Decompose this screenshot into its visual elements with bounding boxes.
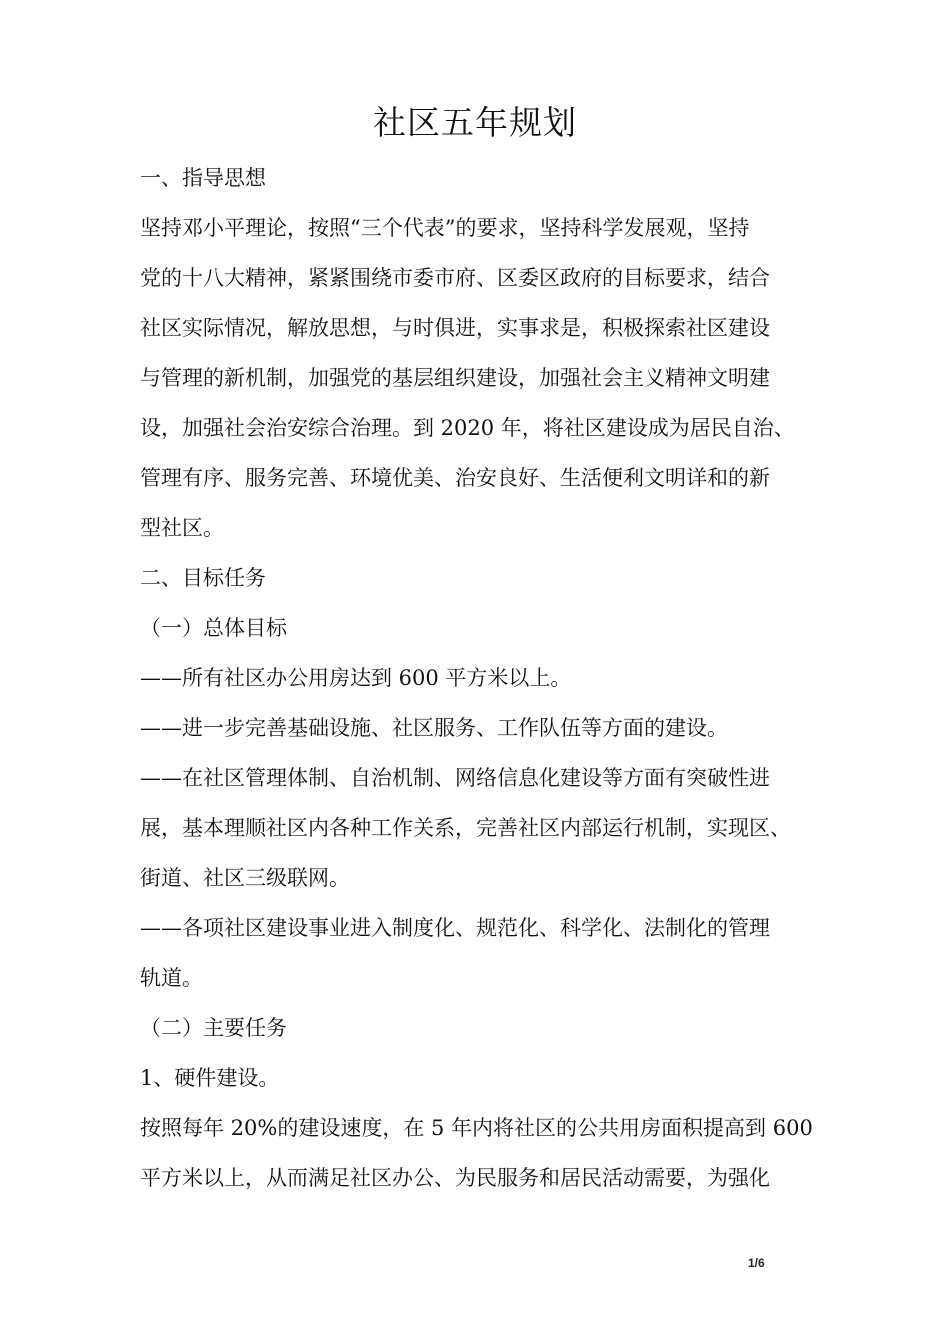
section-heading-goals-tasks: 二、目标任务 xyxy=(140,566,266,590)
goal-item-line: ——所有社区办公用房达到 600 平方米以上。 xyxy=(140,666,572,690)
goal-item-line: ——各项社区建设事业进入制度化、规范化、科学化、法制化的管理 xyxy=(140,916,770,940)
paragraph-line: 型社区。 xyxy=(140,516,224,540)
goal-item-line: 展，基本理顺社区内各种工作关系，完善社区内部运行机制，实现区、 xyxy=(140,816,791,840)
goal-item-line: 街道、社区三级联网。 xyxy=(140,866,350,890)
paragraph-line: 按照每年 20%的建设速度，在 5 年内将社区的公共用房面积提高到 600 xyxy=(140,1116,813,1140)
goal-item-line: ——进一步完善基础设施、社区服务、工作队伍等方面的建设。 xyxy=(140,716,728,740)
paragraph-line: 党的十八大精神，紧紧围绕市委市府、区委区政府的目标要求，结合 xyxy=(140,266,770,290)
task-heading-hardware: 1、硬件建设。 xyxy=(140,1066,280,1090)
document-body xyxy=(140,153,830,1203)
subsection-heading-main-tasks: （二）主要任务 xyxy=(140,1016,287,1040)
page-number: 1/6 xyxy=(748,1256,765,1270)
document-title: 社区五年规划 xyxy=(373,103,577,142)
paragraph-line: 设，加强社会治安综合治理。到 2020 年，将社区建设成为居民自治、 xyxy=(140,416,795,440)
paragraph-line: 与管理的新机制，加强党的基层组织建设，加强社会主义精神文明建 xyxy=(140,366,770,390)
section-heading-guiding-ideology: 一、指导思想 xyxy=(140,166,266,190)
goal-item-line: ——在社区管理体制、自治机制、网络信息化建设等方面有突破性进 xyxy=(140,766,770,790)
subsection-heading-overall-goals: （一）总体目标 xyxy=(140,616,287,640)
paragraph-line: 平方米以上，从而满足社区办公、为民服务和居民活动需要，为强化 xyxy=(140,1166,770,1190)
paragraph-line: 社区实际情况，解放思想，与时俱进，实事求是，积极探索社区建设 xyxy=(140,316,770,340)
paragraph-line: 管理有序、服务完善、环境优美、治安良好、生活便利文明详和的新 xyxy=(140,466,770,490)
goal-item-line: 轨道。 xyxy=(140,966,203,990)
paragraph-line: 坚持邓小平理论，按照“三个代表”的要求，坚持科学发展观，坚持 xyxy=(140,216,750,240)
